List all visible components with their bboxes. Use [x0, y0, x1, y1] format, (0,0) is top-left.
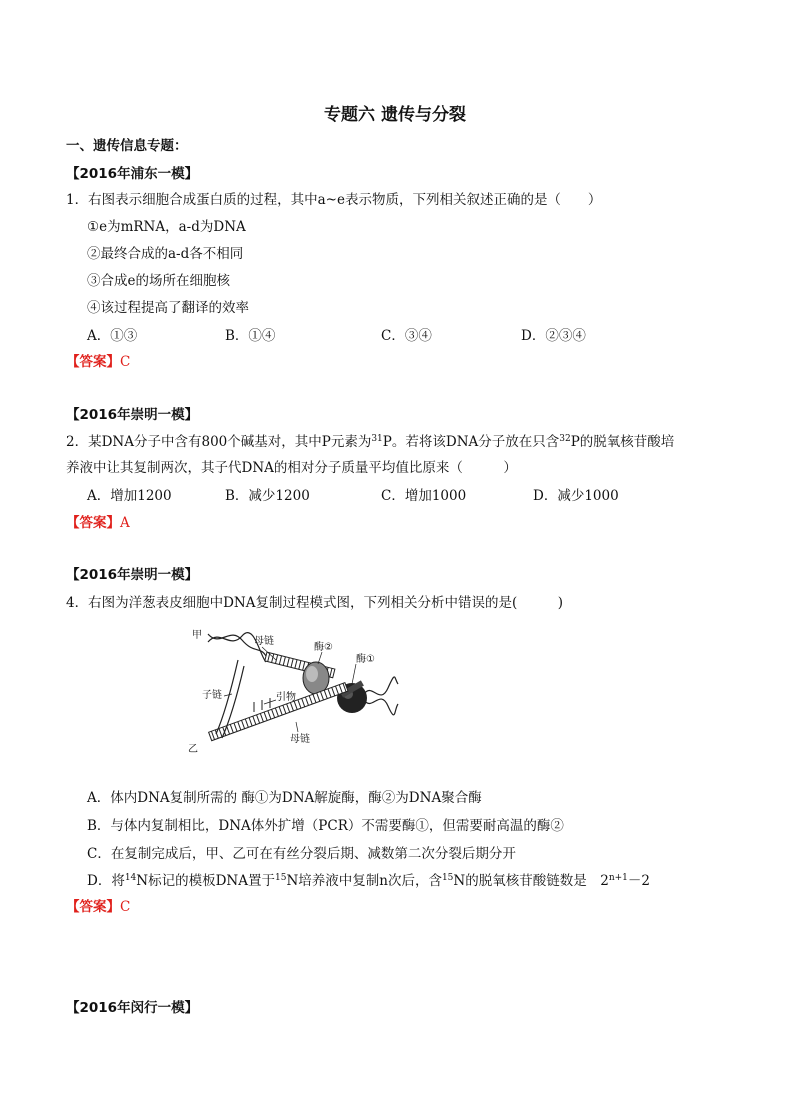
superscript: n+1 — [608, 873, 628, 883]
option-d-part: N的脱氧核苷酸链数是 2 — [453, 873, 609, 889]
q2-option-c: C．增加1000 — [381, 488, 467, 504]
q2-answer — [66, 511, 130, 531]
q4-option-c: C．在复制完成后，甲、乙可在有丝分裂后期、减数第二次分裂后期分开 — [87, 846, 516, 862]
q4-source: 【2016年崇明一模】 — [66, 567, 199, 583]
dna-replication-figure — [180, 626, 400, 756]
option-d-part: N培养液中复制n次后，含 — [286, 873, 442, 889]
superscript: 15 — [274, 873, 287, 883]
q1-statement-1: ①e为mRNA，a-d为DNA — [87, 219, 246, 235]
q2-stem-part: 2．某DNA分子中含有800个碱基对，其中P元素为 — [66, 434, 372, 450]
q1-option-a: A．①③ — [87, 328, 138, 344]
label-mulian-top: 母链 — [254, 636, 274, 647]
enzyme-2 — [303, 662, 329, 694]
answer-label: 【答案】 — [66, 515, 120, 531]
answer-label: 【答案】 — [66, 899, 120, 915]
option-d-part: N标记的模板DNA置于 — [136, 873, 275, 889]
q1-option-d: D．②③④ — [521, 328, 586, 344]
label-mulian-bottom: 母链 — [290, 734, 310, 745]
q4-option-b: B．与体内复制相比，DNA体外扩增（PCR）不需要酶①，但需要耐高温的酶② — [87, 818, 564, 834]
label-mei1: 酶① — [356, 654, 375, 665]
answer-value: C — [120, 354, 131, 370]
q1-statement-2: ②最终合成的a-d各不相同 — [87, 246, 244, 262]
label-yinwu: 引物 — [276, 692, 296, 703]
q4-answer — [66, 895, 130, 915]
q2-option-d: D．减少1000 — [533, 488, 619, 504]
superscript: 14 — [124, 873, 137, 883]
q4-option-d — [87, 869, 650, 889]
q2-option-b: B．减少1200 — [225, 488, 310, 504]
superscript: 32 — [559, 434, 571, 444]
q4-option-a: A．体内DNA复制所需的 酶①为DNA解旋酶，酶②为DNA聚合酶 — [87, 790, 482, 806]
q1-statement-3: ③合成e的场所在细胞核 — [87, 273, 230, 289]
section-heading: 一、遗传信息专题： — [66, 138, 188, 154]
label-yi: 乙 — [188, 744, 198, 755]
q5-source: 【2016年闵行一模】 — [66, 1000, 199, 1016]
option-d-part: D．将 — [87, 873, 125, 889]
superscript: 15 — [441, 873, 454, 883]
q2-stem-part: P的脱氧核苷酸培 — [570, 434, 675, 450]
option-d-part: －2 — [627, 873, 650, 889]
label-mei2: 酶② — [314, 642, 333, 653]
superscript: 31 — [371, 434, 383, 444]
q1-option-b: B．①④ — [225, 328, 276, 344]
answer-value: C — [120, 899, 131, 915]
q1-source: 【2016年浦东一模】 — [66, 166, 199, 182]
q1-answer — [66, 350, 130, 370]
q1-statement-4: ④该过程提高了翻译的效率 — [87, 300, 249, 316]
q2-stem — [66, 430, 674, 450]
q2-option-a: A．增加1200 — [87, 488, 172, 504]
right-helix — [364, 677, 398, 715]
label-jia: 甲 — [192, 630, 202, 641]
q1-option-c: C．③④ — [381, 328, 432, 344]
answer-value: A — [120, 515, 130, 531]
q2-source: 【2016年崇明一模】 — [66, 407, 199, 423]
q2-stem-part: P。若将该DNA分子放在只含 — [382, 434, 560, 450]
q1-stem: 1．右图表示细胞合成蛋白质的过程，其中a~e表示物质，下列相关叙述正确的是（ ） — [66, 192, 602, 208]
q4-stem: 4．右图为洋葱表皮细胞中DNA复制过程模式图，下列相关分析中错误的是( ) — [66, 595, 564, 611]
answer-label: 【答案】 — [66, 354, 120, 370]
q2-stem-line2: 养液中让其复制两次，其子代DNA的相对分子质量平均值比原来（ ） — [66, 460, 517, 476]
primer-marks — [254, 698, 270, 712]
label-zilian: 子链 — [202, 690, 222, 701]
page-title: 专题六 遗传与分裂 — [324, 105, 466, 125]
